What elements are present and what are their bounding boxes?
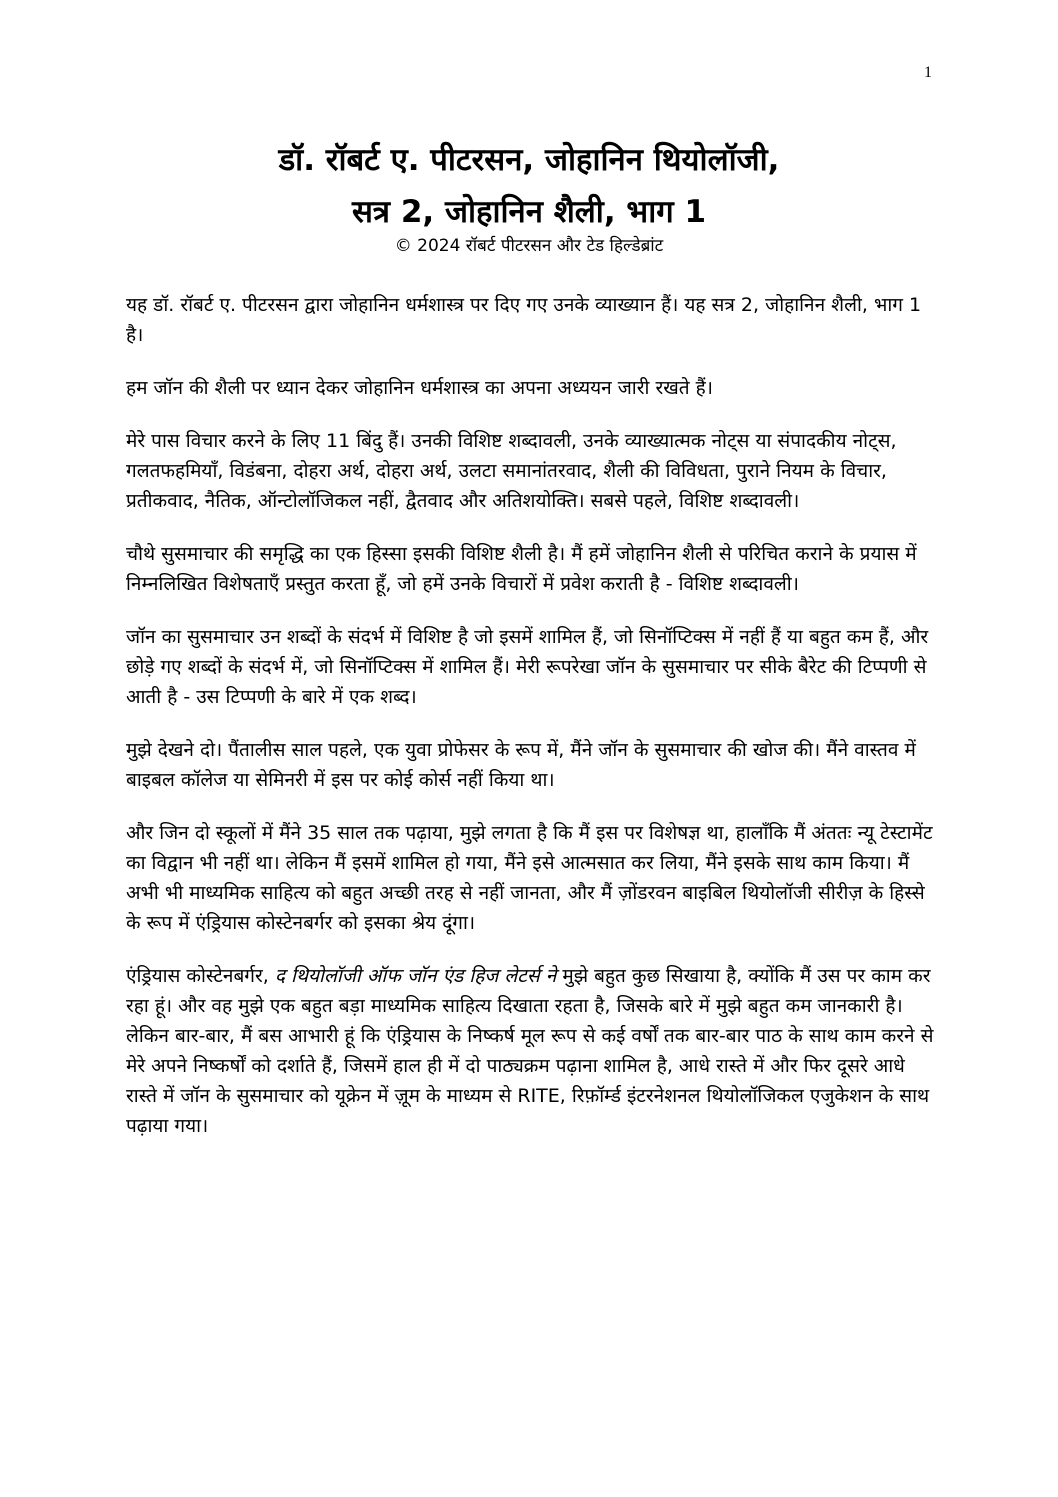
- copyright-notice: © 2024 रॉबर्ट पीटरसन और टेड हिल्डेब्रांट: [394, 236, 664, 256]
- paragraph: जॉन का सुसमाचार उन शब्दों के संदर्भ में विशिष्ट है जो इसमें शामिल हैं, जो सिनॉप्टिक्स में नहीं हैं या बहुत कम हैं, और छोड़े गए शब्दों के संदर्भ में, जो सिनॉप्टिक्स में शामिल हैं। मेरी रूपरेखा जॉन के सुसमाचार पर सीके बैरेट की टिप्पणी से आती है - उस टिप्पणी के बारे में एक शब्द।: [126, 626, 929, 708]
- title-line-2: सत्र 2, जोहानिन शैली, भाग 1: [351, 194, 707, 230]
- book-title: द थियोलॉजी ऑफ जॉन एंड हिज लेटर्स ने: [274, 965, 557, 987]
- body-text: [126, 290, 938, 1164]
- paragraph: हम जॉन की शैली पर ध्यान देकर जोहानिन धर्मशास्त्र का अपना अध्ययन जारी रखते हैं।: [126, 377, 713, 399]
- paragraph: यह डॉ. रॉबर्ट ए. पीटरसन द्वारा जोहानिन धर्मशास्त्र पर दिए गए उनके व्याख्यान हैं। यह सत्र 2, जोहानिन शैली, भाग 1 है।: [126, 294, 922, 346]
- paragraph: मुझे देखने दो। पैंतालीस साल पहले, एक युवा प्रोफेसर के रूप में, मैंने जॉन के सुसमाचार की खोज की। मैंने वास्तव में बाइबल कॉलेज या सेमिनरी में इस पर कोई कोर्स नहीं किया था।: [126, 739, 916, 791]
- paragraph: चौथे सुसमाचार की समृद्धि का एक हिस्सा इसकी विशिष्ट शैली है। मैं हमें जोहानिन शैली से परिचित कराने के प्रयास में निम्नलिखित विशेषताएँ प्रस्तुत करता हूँ, जो हमें उनके विचारों में प्रवेश कराती है - विशिष्ट शब्दावली।: [126, 543, 917, 595]
- title-line-1: डॉ. रॉबर्ट ए. पीटरसन, जोहानिन थियोलॉजी,: [278, 142, 780, 178]
- paragraph-last-after: मुझे बहुत कुछ सिखाया है, क्योंकि मैं उस पर काम कर रहा हूं। और वह मुझे एक बहुत बड़ा माध्यमिक साहित्य दिखाता रहता है, जिसके बारे में मुझे बहुत कम जानकारी है। लेकिन बार-बार, मैं बस आभारी हूं कि एंड्रियास के निष्कर्ष मूल रूप से कई वर्षों तक बार-बार पाठ के साथ काम करने से मेरे अपने निष्कर्षों को दर्शाते हैं, जिसमें हाल ही में दो पाठ्यक्रम पढ़ाना शामिल है, आधे रास्ते में और फिर दूसरे आधे रास्ते में जॉन के सुसमाचार को यूक्रेन में ज़ूम के माध्यम से RITE, रिफ़ॉर्म्ड इंटरनेशनल थियोलॉजिकल एजुकेशन के साथ पढ़ाया गया।: [126, 965, 934, 1137]
- paragraph: और जिन दो स्कूलों में मैंने 35 साल तक पढ़ाया, मुझे लगता है कि मैं इस पर विशेषज्ञ था, हालाँकि मैं अंततः न्यू टेस्टामेंट का विद्वान भी नहीं था। लेकिन मैं इसमें शामिल हो गया, मैंने इसे आत्मसात कर लिया, मैंने इसके साथ काम किया। मैं अभी भी माध्यमिक साहित्य को बहुत अच्छी तरह से नहीं जानता, और मैं ज़ोंडरवन बाइबिल थियोलॉजी सीरीज़ के हिस्से के रूप में एंड्रियास कोस्टेनबर्गर को इसका श्रेय दूंगा।: [126, 822, 933, 934]
- paragraph-last: [126, 961, 938, 1141]
- paragraph: मेरे पास विचार करने के लिए 11 बिंदु हैं। उनकी विशिष्ट शब्दावली, उनके व्याख्यात्मक नोट्स या संपादकीय नोट्स, गलतफहमियाँ, विडंबना, दोहरा अर्थ, दोहरा अर्थ, उलटा समानांतरवाद, शैली की विविधता, पुराने नियम के विचार, प्रतीकवाद, नैतिक, ऑन्टोलॉजिकल नहीं, द्वैतवाद और अतिशयोक्ति। सबसे पहले, विशिष्ट शब्दावली।: [126, 430, 897, 512]
- document-title: [126, 134, 932, 238]
- page-number: 1: [924, 64, 932, 81]
- paragraph-last-before: एंड्रियास कोस्टेनबर्गर,: [126, 965, 275, 987]
